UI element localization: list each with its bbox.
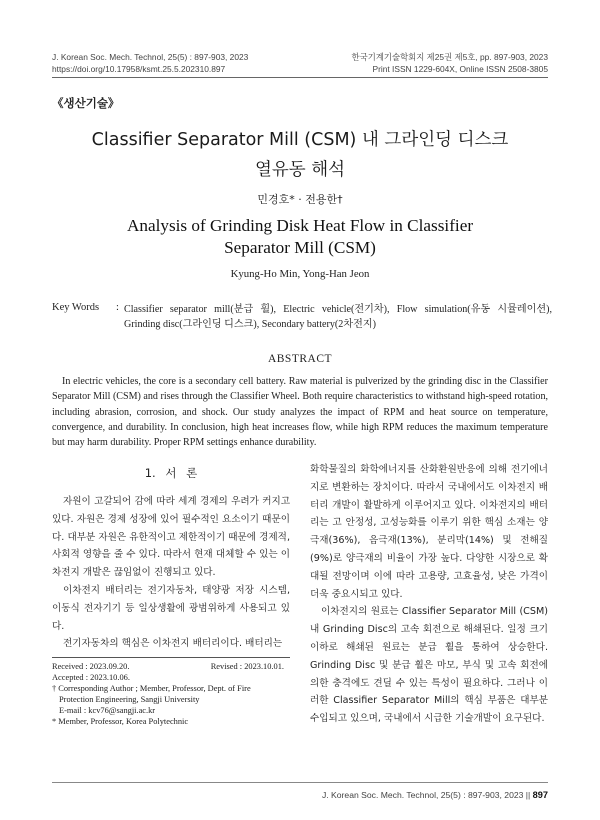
member-affiliation: * Member, Professor, Korea Polytechnic xyxy=(52,717,189,726)
header-divider xyxy=(52,77,548,78)
title-english-line2: Separator Mill (CSM) xyxy=(224,238,376,257)
doi-link[interactable]: https://doi.org/10.17958/ksmt.25.5.202310.897 xyxy=(52,64,226,74)
revised-date: Revised : 2023.10.01. xyxy=(210,662,284,671)
corresponding-author: † Corresponding Author ; Member, Professor, Dept. of Fire xyxy=(52,684,251,693)
paper-title-korean xyxy=(40,125,560,185)
corresponding-email[interactable]: E-mail : kcv76@sangji.ac.kr xyxy=(59,706,156,715)
intro-paragraph-4: 화학물질의 화학에너지를 산화환원반응에 의해 전기에너지로 변환하는 장치이다. 따라서 국내에서도 이차전지 배터리 개발이 활발하게 이루어지고 있다. 이차전지의 배터리는 고 안정성, 고성능화를 이루기 위한 핵심 소재는 양극재(36%), 음극재(13%), 분리막(14%) 및 전해질(9%)로 양극재의 비율이 가장 높다. 다양한 시장으로 확대될 전망이며 이에 따라 고용량, 고효율성, 낮은 가격이 더욱 중요시되고 있다. xyxy=(310,464,548,600)
authors-english: Kyung-Ho Min, Yong-Han Jeon xyxy=(230,268,370,280)
section-tag: 《생산기술》 xyxy=(52,96,120,110)
footnotes xyxy=(52,661,290,727)
issn-info: Print ISSN 1229-604X, Online ISSN 2508-3805 xyxy=(372,64,548,74)
title-english-line1: Analysis of Grinding Disk Heat Flow in Classifier xyxy=(126,216,474,235)
authors-korean: 민경호* · 전용한† xyxy=(257,193,343,206)
journal-reference: J. Korean Soc. Mech. Technol, 25(5) : 897-903, 2023 xyxy=(52,52,249,62)
received-date: Received : 2023.09.20. xyxy=(52,662,130,671)
abstract-heading: ABSTRACT xyxy=(267,353,333,365)
right-column xyxy=(310,461,548,728)
footer-divider xyxy=(52,782,548,783)
intro-paragraph-5: 이차전지의 원료는 Classifier Separator Mill (CSM) 내 Grinding Disc의 고속 회전으로 해쇄된다. 일정 크기 이하로 해쇄된 원료는 분급 휠을 통하여 상승한다. Grinding Disc 및 분급 휠은 마모, 부식 및 고속 회전에 의한 충격에도 견딜 수 있는 특성이 필요하다. 그러나 이러한 Classifier Separator Mill의 핵심 부품은 대부분 수입되고 있으며, 국내에서 시급한 기술개발이 요구된다. xyxy=(310,606,548,725)
intro-paragraph-1: 자원이 고갈되어 감에 따라 세계 경제의 우려가 커지고 있다. 자원은 경제 성장에 있어 필수적인 요소이기 때문이다. 대부분 자원은 유한적이고 제한적이기 때문에 경제적, 사회적 영향을 줄 수 있다. 따라서 현재 대체할 수 있는 이차전지 개발은 끊임없이 진행되고 있다. xyxy=(52,496,290,579)
left-column xyxy=(52,493,290,653)
paper-title-english xyxy=(40,215,560,259)
intro-paragraph-2: 이차전지 배터리는 전기자동차, 태양광 저장 시스템, 이동식 전자기기 등 일상생활에 광범위하게 사용되고 있다. xyxy=(52,584,290,632)
running-header-left xyxy=(52,51,248,75)
corresponding-affiliation: Protection Engineering, Sangji University xyxy=(59,695,200,704)
section-heading-introduction: 1. 서 론 xyxy=(144,466,198,480)
footer-journal-reference: J. Korean Soc. Mech. Technol, 25(5) : 897-903, 2023 || xyxy=(321,790,531,800)
keywords-text: Classifier separator mill(분급 휠), Electric vehicle(전기차), Flow simulation(유동 시뮬레이션), Grinding disc(그라인딩 디스크), Secondary battery(2차전지) xyxy=(124,304,552,330)
journal-reference-korean: 한국기계기술학회지 제25권 제5호, pp. 897-903, 2023 xyxy=(351,52,548,62)
title-korean-line2: 열유동 해석 xyxy=(254,160,346,180)
received-revised-row xyxy=(52,661,290,672)
keywords-label: Key Words xyxy=(52,302,100,313)
footnote-divider xyxy=(52,657,290,658)
running-header-right xyxy=(352,51,548,75)
accepted-date: Accepted : 2023.10.06. xyxy=(52,673,130,682)
page-number: 897 xyxy=(532,790,548,800)
intro-paragraph-3: 전기자동차의 핵심은 이차전지 배터리이다. 배터리는 xyxy=(63,638,283,650)
page-footer xyxy=(322,790,548,800)
title-korean-line1: Classifier Separator Mill (CSM) 내 그라인딩 디스크 xyxy=(91,130,509,150)
abstract-body: In electric vehicles, the core is a secondary cell battery. Raw material is pulverized by the grinding disc in the Classifier Separator Mill (CSM) and rises through the Classifier Wheel. Both require characteristics to withstand high-speed rotation, including abrasion, corrosion, and shock. Our study analyzes the impact of RPM and heat source on temperature, convergence, and durability. In conclusion, high heat increases flow, while high RPM reduces the maximum temperature but may harm durability. Proper RPM settings enhance durability. xyxy=(52,376,548,449)
keywords-colon: : xyxy=(116,302,119,313)
